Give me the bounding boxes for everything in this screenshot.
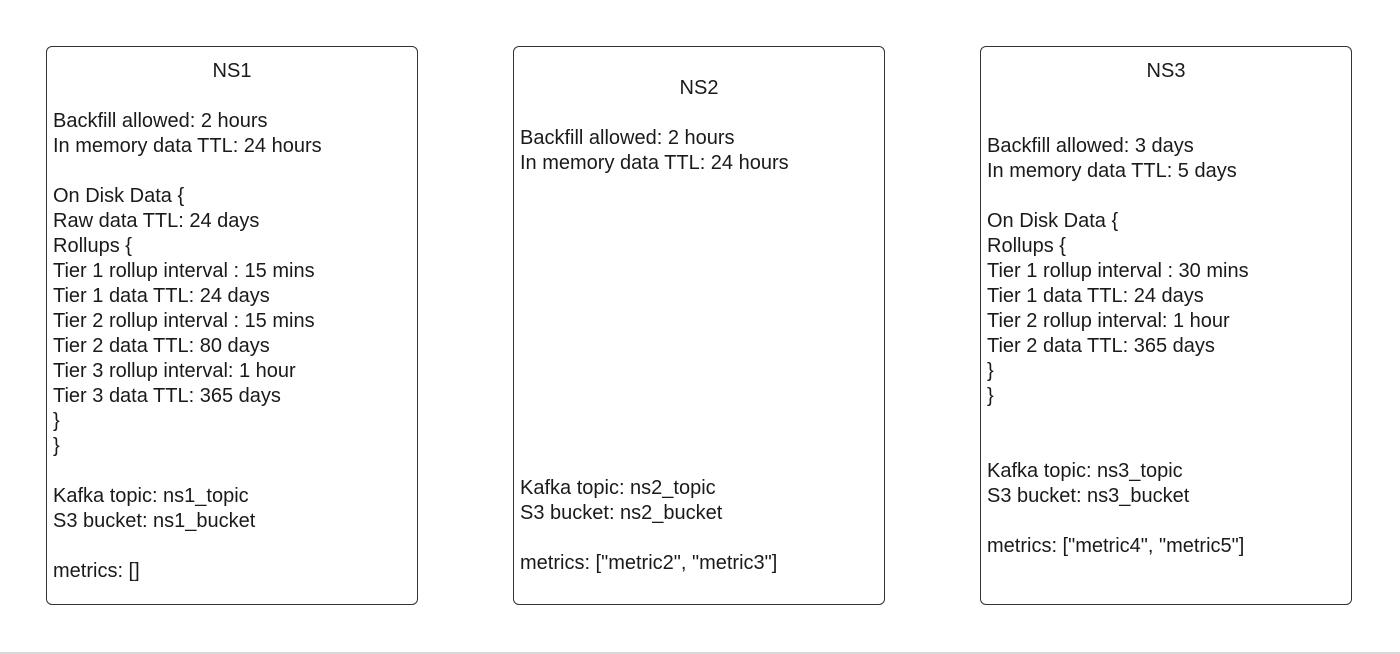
config-line: } [987,385,994,407]
config-line: Kafka topic: ns2_topic [520,477,716,499]
config-line [520,526,880,551]
config-line [53,159,413,184]
config-line: In memory data TTL: 24 hours [53,135,322,157]
config-line [520,276,880,301]
config-line: In memory data TTL: 24 hours [520,152,789,174]
namespace-config-text [520,126,880,576]
config-line: } [53,435,60,457]
namespace-title: NS3 [1146,60,1186,82]
config-line [520,201,880,226]
config-line: Tier 3 data TTL: 365 days [53,385,281,407]
namespace-config-text [53,109,413,584]
config-line: Tier 1 data TTL: 24 days [987,285,1204,307]
config-line [987,434,1347,459]
config-line: } [53,410,60,432]
config-line: On Disk Data { [987,210,1119,232]
namespace-title: NS1 [212,60,252,82]
namespace-box-ns2 [513,46,885,605]
config-line: Tier 2 data TTL: 80 days [53,335,270,357]
config-line: metrics: [] [53,560,140,582]
namespace-box-ns1 [46,46,418,605]
config-line: metrics: ["metric4", "metric5"] [987,535,1245,557]
config-line [520,401,880,426]
config-line: Tier 2 rollup interval : 15 mins [53,310,315,332]
config-line: S3 bucket: ns2_bucket [520,502,723,524]
config-line [520,426,880,451]
config-line: In memory data TTL: 5 days [987,160,1237,182]
config-line: Kafka topic: ns3_topic [987,460,1183,482]
config-line: Rollups { [987,235,1066,257]
config-line: Rollups { [53,235,132,257]
config-line [520,226,880,251]
config-line: Backfill allowed: 2 hours [53,110,268,132]
config-line [53,534,413,559]
config-line [520,251,880,276]
config-line [520,351,880,376]
config-line [520,326,880,351]
config-line: metrics: ["metric2", "metric3"] [520,552,778,574]
config-line: Tier 2 rollup interval: 1 hour [987,310,1230,332]
config-line [987,184,1347,209]
config-line: On Disk Data { [53,185,185,207]
config-line [520,176,880,201]
config-line: Backfill allowed: 2 hours [520,127,735,149]
namespace-config-text [987,134,1347,559]
config-line: Raw data TTL: 24 days [53,210,260,232]
config-line: Tier 1 rollup interval : 30 mins [987,260,1249,282]
config-line: Kafka topic: ns1_topic [53,485,249,507]
config-line: Tier 2 data TTL: 365 days [987,335,1215,357]
config-line [520,451,880,476]
config-line: S3 bucket: ns1_bucket [53,510,256,532]
config-line [53,459,413,484]
config-line: Tier 1 rollup interval : 15 mins [53,260,315,282]
config-line: Tier 1 data TTL: 24 days [53,285,270,307]
config-line [520,301,880,326]
config-line [520,376,880,401]
config-line: Backfill allowed: 3 days [987,135,1194,157]
config-line: Tier 3 rollup interval: 1 hour [53,360,296,382]
namespace-title: NS2 [679,77,719,99]
config-line [987,409,1347,434]
config-line: S3 bucket: ns3_bucket [987,485,1190,507]
config-line: } [987,360,994,382]
namespace-box-ns3 [980,46,1352,605]
config-line [987,509,1347,534]
